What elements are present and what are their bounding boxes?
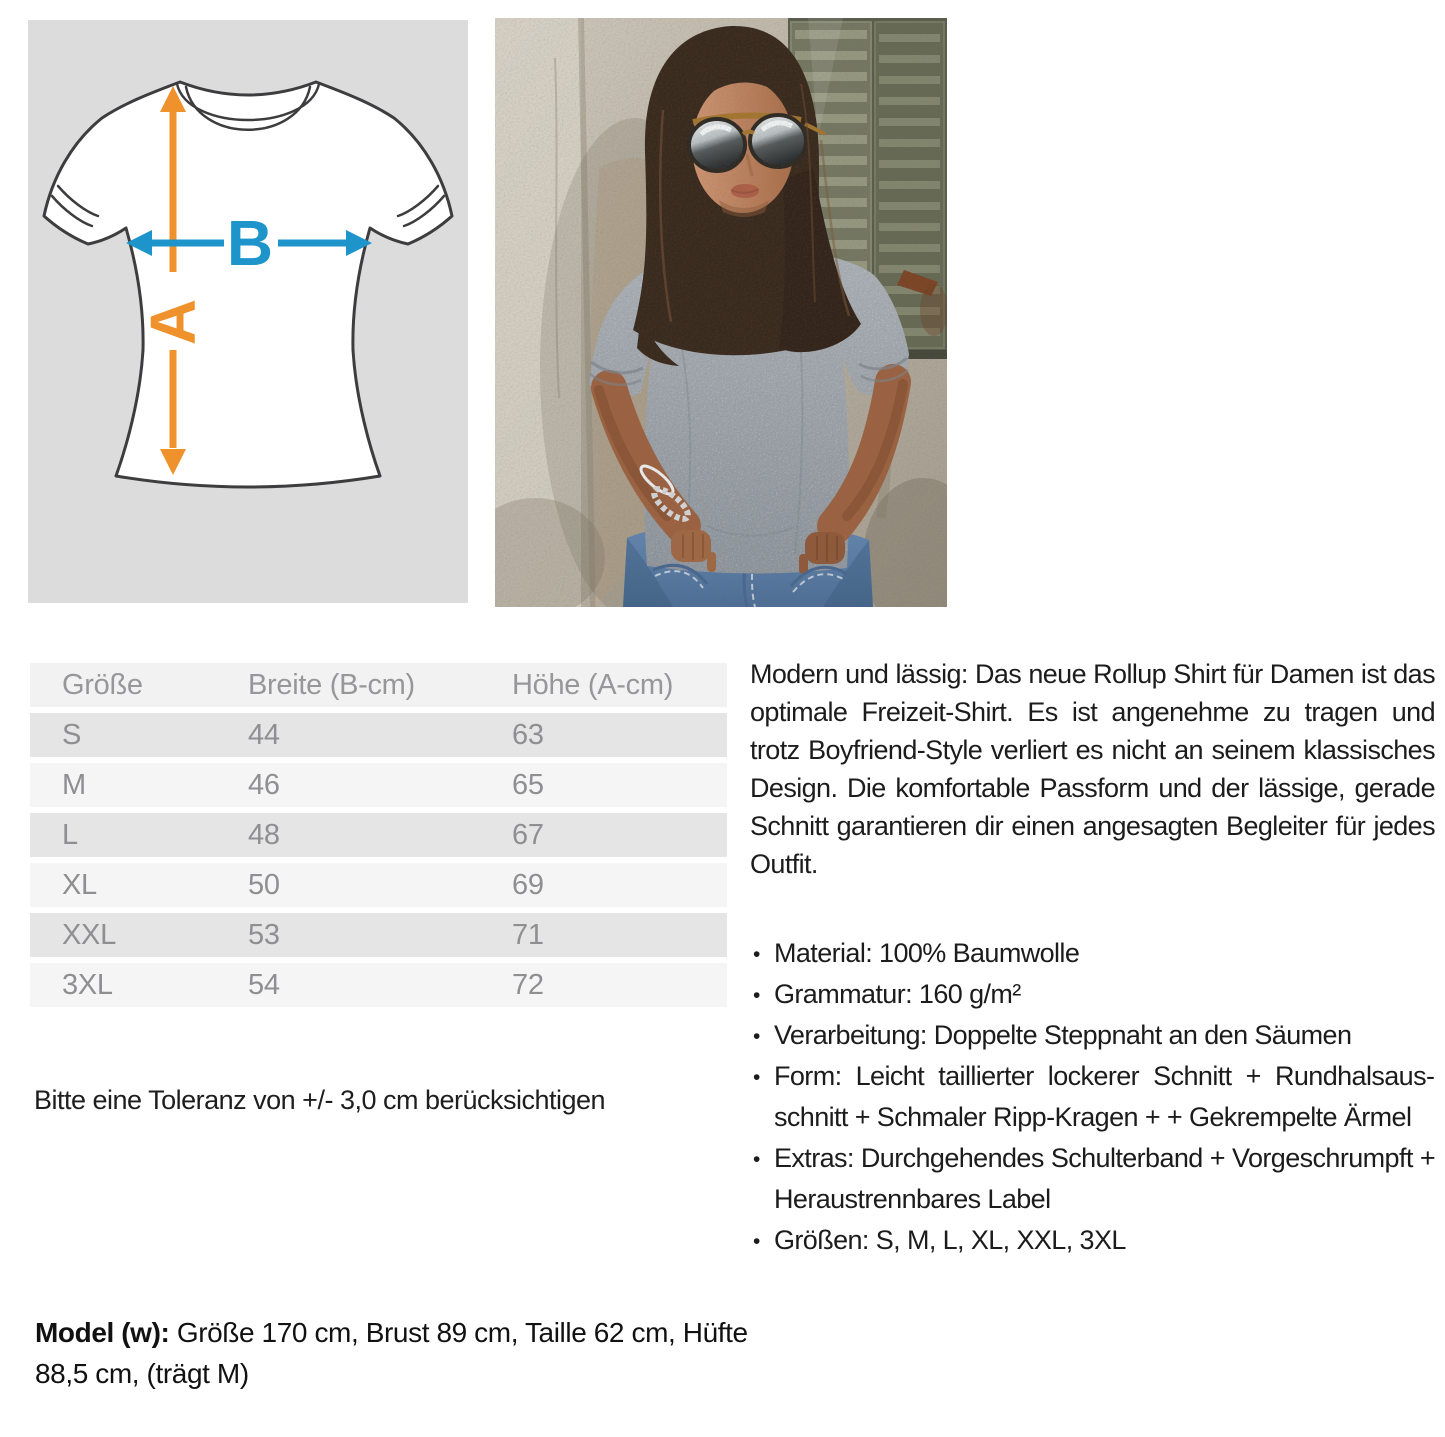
- feature-item-material: [750, 933, 1435, 974]
- product-photo: [495, 18, 947, 607]
- width-cell: 53: [216, 910, 480, 960]
- height-cell: 65: [480, 760, 727, 810]
- width-cell: 50: [216, 860, 480, 910]
- width-cell: 44: [216, 710, 480, 760]
- product-photo-svg: [495, 18, 947, 607]
- size-diagram: [28, 20, 468, 603]
- size-cell: S: [30, 710, 216, 760]
- size-diagram-svg: [28, 20, 468, 603]
- feature-text: Größen: S, M, L, XL, XXL, 3XL: [774, 1225, 1126, 1255]
- feature-text: Form: Leicht taillierter lockerer Schnitt + Rundhalsausschnitt + Schmaler Ripp-Kragen + + Gekrempelte Ärmel: [774, 1061, 1435, 1132]
- bullet-icon: •: [753, 984, 760, 1007]
- bullet-icon: •: [753, 1230, 760, 1253]
- height-cell: 69: [480, 860, 727, 910]
- col-header-size: Größe: [30, 663, 216, 710]
- table-row: [30, 810, 727, 860]
- feature-item-groessen: [750, 1220, 1435, 1261]
- height-cell: 72: [480, 960, 727, 1010]
- width-cell: 46: [216, 760, 480, 810]
- size-section: [30, 663, 727, 1116]
- height-cell: 63: [480, 710, 727, 760]
- feature-text: Material: 100% Baumwolle: [774, 938, 1080, 968]
- feature-item-verarbeitung: [750, 1015, 1435, 1056]
- table-row: [30, 860, 727, 910]
- col-header-width: Breite (B-cm): [216, 663, 480, 710]
- size-cell: XXL: [30, 910, 216, 960]
- height-label: A: [137, 298, 209, 346]
- tolerance-note: Bitte eine Toleranz von +/- 3,0 cm berücksichtigen: [34, 1085, 606, 1115]
- size-cell: M: [30, 760, 216, 810]
- size-table: [30, 663, 727, 1013]
- col-header-height: Höhe (A-cm): [480, 663, 727, 710]
- product-info: [750, 655, 1435, 1261]
- height-cell: 67: [480, 810, 727, 860]
- table-row: [30, 710, 727, 760]
- size-cell: XL: [30, 860, 216, 910]
- feature-text: Grammatur: 160 g/m²: [774, 979, 1021, 1009]
- bullet-icon: •: [753, 943, 760, 966]
- bullet-icon: •: [753, 1025, 760, 1048]
- width-label: B: [226, 207, 274, 279]
- table-row: [30, 760, 727, 810]
- width-cell: 54: [216, 960, 480, 1010]
- model-info: [35, 1312, 790, 1394]
- size-cell: 3XL: [30, 960, 216, 1010]
- size-table-header-row: [30, 663, 727, 710]
- height-cell: 71: [480, 910, 727, 960]
- feature-item-form: [750, 1056, 1435, 1138]
- table-row: [30, 910, 727, 960]
- photo-grain: [495, 18, 947, 607]
- feature-list: [750, 933, 1435, 1261]
- width-cell: 48: [216, 810, 480, 860]
- bullet-icon: •: [753, 1066, 760, 1089]
- product-description: Modern und lässig: Das neue Rollup Shirt für Damen ist das optimale Freizeit-Shirt. Es ist angenehme zu tragen und trotz Boyfriend-Style verliert es nicht an seinem klassisches Design. Die komfortable Passform und der lässige, gerade Schnitt garantieren dir einen angesagten Begleiter für jedes Outfit.: [750, 659, 1435, 879]
- model-info-label: Model (w):: [35, 1317, 170, 1348]
- model-info-text: Größe 170 cm, Brust 89 cm, Taille 62 cm, Hüfte 88,5 cm, (trägt M): [35, 1317, 748, 1389]
- feature-text: Extras: Durchgehendes Schulterband + Vorgeschrumpft + Heraustrennbares Label: [774, 1143, 1435, 1214]
- size-cell: L: [30, 810, 216, 860]
- feature-text: Verarbeitung: Doppelte Steppnaht an den Säumen: [774, 1020, 1352, 1050]
- feature-item-extras: [750, 1138, 1435, 1220]
- feature-item-grammatur: [750, 974, 1435, 1015]
- table-row: [30, 960, 727, 1010]
- bullet-icon: •: [753, 1148, 760, 1171]
